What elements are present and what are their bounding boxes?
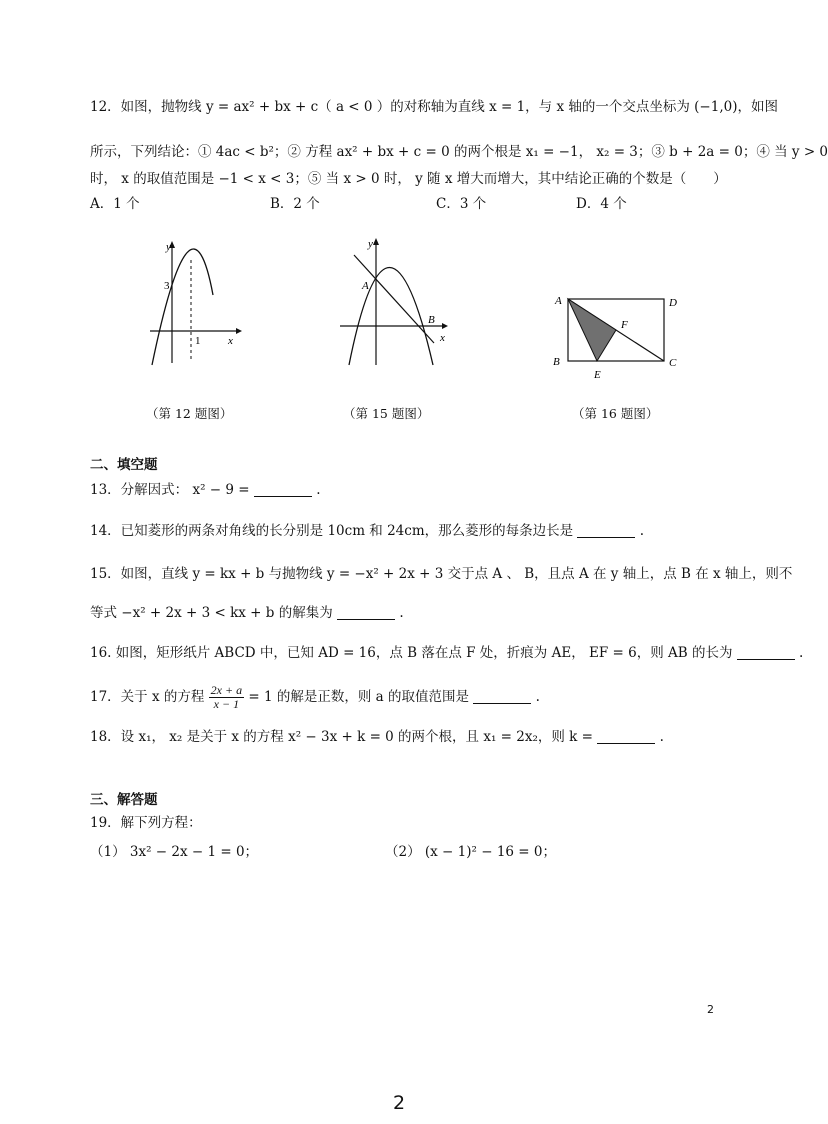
q18 [90,728,664,746]
fig12-label-1: 1 [195,335,201,347]
q15-line-2 [90,604,404,622]
q12-option-b: B．2 个 [270,196,320,212]
q12-line-3: 时， x 的取值范围是 −1 < x < 3；⑤ 当 x > 0 时， y 随 x 增大而增大，其中结论正确的个数是（ ） [90,171,727,187]
q12-option-c: C．3 个 [436,196,487,212]
q17 [90,682,540,712]
fig15-label-x: x [440,332,445,344]
q16-answer-blank[interactable] [737,645,795,660]
q17-post: = 1 的解是正数，则 a 的取值范围是 [248,689,470,705]
q19-title: 19．解下列方程： [90,815,202,831]
page-number-footer: 2 [393,1092,406,1114]
figure-16-caption: （第 16 题图） [572,406,659,421]
section-solve-title: 三、解答题 [90,792,158,808]
q19-part-1: （1） 3x² − 2x − 1 = 0； [90,844,259,860]
figure-12 [140,238,250,368]
q17-numerator: 2x + a [210,683,243,697]
fig12-label-3: 3 [164,280,170,292]
q14-answer-blank[interactable] [577,523,635,538]
q16 [90,644,803,662]
fig12-label-x: x [228,335,233,347]
fig16-folded-triangle [568,299,616,361]
q13-text: 13．分解因式： x² − 9 = [90,482,250,498]
fig15-x-arrow-icon [442,323,448,329]
fig15-label-y: y [368,238,373,250]
fig16-label-e: E [594,369,601,381]
fig12-x-arrow-icon [236,328,242,334]
figure-16 [548,290,688,386]
section-fill-in-title: 二、填空题 [90,457,158,473]
fig16-label-d: D [669,297,677,309]
fig15-label-b: B [428,314,435,326]
fig12-parabola [152,249,213,365]
q17-answer-blank[interactable] [473,689,531,704]
page-number-small: 2 [707,1003,714,1016]
q18-answer-blank[interactable] [597,729,655,744]
q13 [90,481,320,499]
q15-line-1: 15．如图，直线 y = kx + b 与抛物线 y = −x² + 2x + 3 交于点 A 、 B，且点 A 在 y 轴上，点 B 在 x 轴上，则不 [90,566,793,582]
q17-pre: 17．关于 x 的方程 [90,689,205,705]
q19-part-2: （2） (x − 1)² − 16 = 0； [385,844,556,860]
q16-end: . [799,645,804,661]
fig16-label-a: A [555,295,562,307]
q12-line-2: 所示，下列结论：① 4ac < b²；② 方程 ax² + bx + c = 0 的两个根是 x₁ = −1， x₂ = 3；③ b + 2a = 0；④ 当 y > 0 [90,144,828,160]
q18-text: 18．设 x₁， x₂ 是关于 x 的方程 x² − 3x + k = 0 的两个根，且 x₁ = 2x₂，则 k = [90,729,593,745]
q13-end: . [316,482,321,498]
q12-option-d: D．4 个 [576,196,627,212]
q17-fraction [209,684,244,711]
fig15-y-arrow-icon [373,238,379,245]
q18-end: . [659,729,664,745]
figure-15-caption: （第 15 题图） [343,406,430,421]
fig15-label-a: A [362,280,369,292]
q13-answer-blank[interactable] [254,482,312,497]
q16-text: 16. 如图，矩形纸片 ABCD 中，已知 AD = 16，点 B 落在点 F 处，折痕为 AE， EF = 6，则 AB 的长为 [90,645,733,661]
q14-end: . [639,523,645,539]
q14 [90,522,644,540]
q15-text: 等式 −x² + 2x + 3 < kx + b 的解集为 [90,605,333,621]
fig16-label-c: C [669,357,677,369]
q12-line-1: 12．如图，抛物线 y = ax² + bx + c（ a < 0 ）的对称轴为直线 x = 1，与 x 轴的一个交点坐标为 (−1,0)，如图 [90,99,778,115]
q15-end: . [399,605,404,621]
q12-option-a: A．1 个 [90,196,140,212]
q17-end: . [535,689,540,705]
fig12-label-y: y [166,241,171,253]
q17-denominator: x − 1 [213,697,240,711]
figure-15 [336,235,456,370]
fig16-label-b: B [553,356,560,368]
q14-text: 14．已知菱形的两条对角线的长分别是 10cm 和 24cm，那么菱形的每条边长是 [90,523,574,539]
fig16-label-f: F [621,319,628,331]
q15-answer-blank[interactable] [337,605,395,620]
figure-12-caption: （第 12 题图） [146,406,233,421]
